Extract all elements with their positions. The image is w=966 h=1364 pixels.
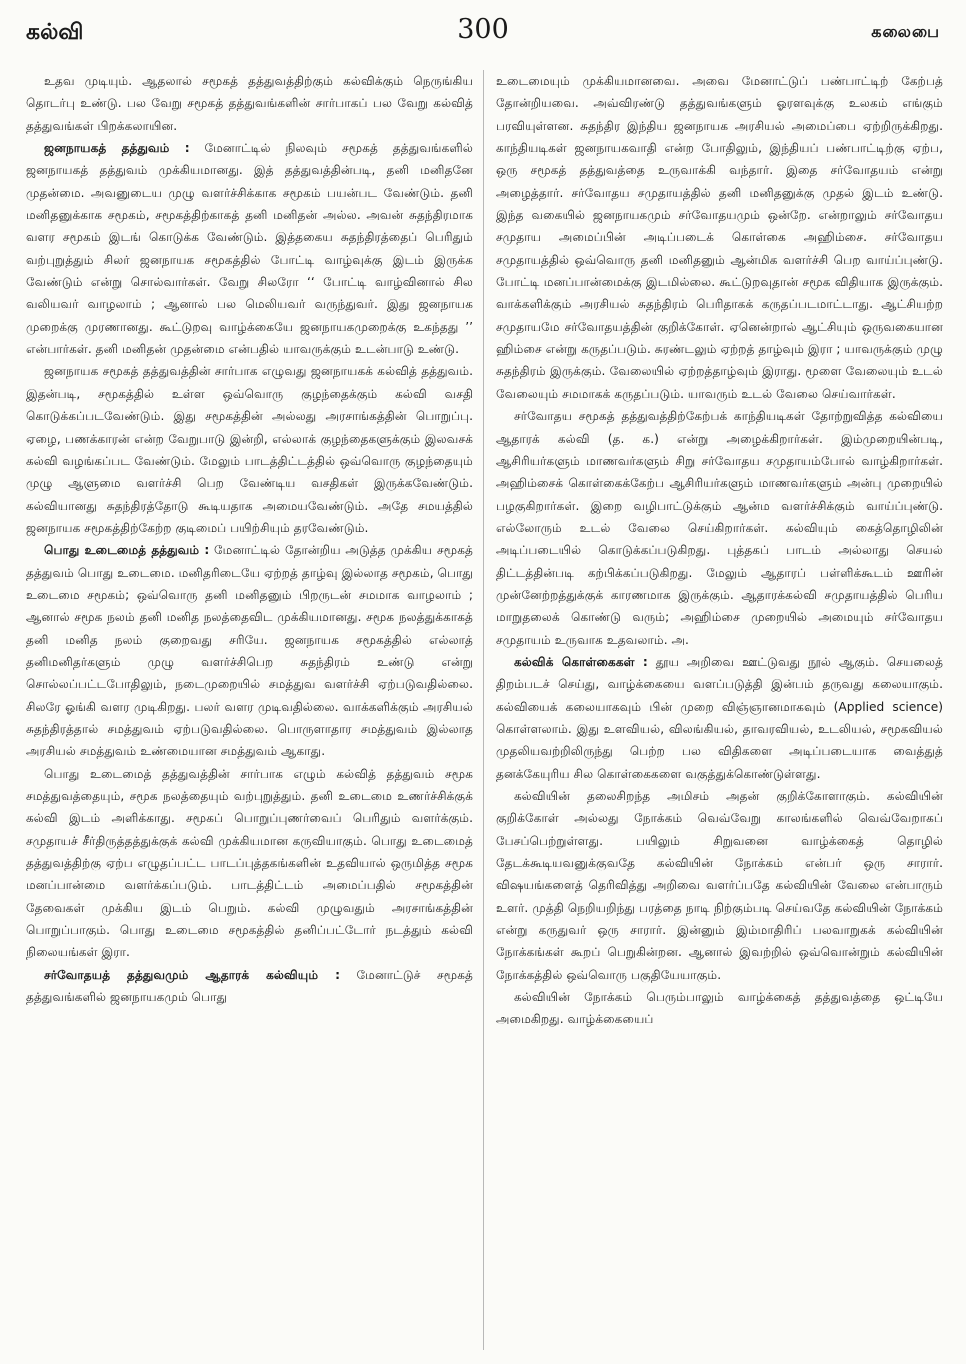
page-number: 300 bbox=[457, 14, 509, 45]
paragraph bbox=[26, 137, 473, 360]
paragraph bbox=[496, 70, 943, 405]
paragraph-text: தூய அறிவை ஊட்டுவது நூல் ஆகும். செயலைத் திறம்படச் செய்து, வாழ்க்கையை வளப்படுத்தி இன்பம் தருவது கலையாகும். கல்வியைக் கலையாகவும் பின் முறை விஞ்ஞானமாகவும் (Applied science) கொள்ளலாம். இது உளவியல், விலங்கியல், தாவரவியல், உடலியல், சமூகவியல் முதலியவற்றிலிருந்து பெற்ற பல விதிகளை அடிப்படையாக வைத்துத் தனக்கேயுரிய சில கொள்கைகளை வகுத்துக்கொண்டுள்ளது. bbox=[496, 654, 943, 781]
paragraph-text: கல்வியின் நோக்கம் பெரும்பாலும் வாழ்க்கைத் தத்துவத்தை ஒட்டியே அமைகிறது. வாழ்க்கையைப் bbox=[496, 990, 943, 1027]
paragraph bbox=[26, 70, 473, 137]
paragraph-heading: பொது உடைமைத் தத்துவம் : bbox=[44, 543, 210, 558]
paragraph bbox=[26, 964, 473, 1009]
paragraph-text: சர்வோதய சமூகத் தத்துவத்திற்கேற்பக் காந்தியடிகள் தோற்றுவித்த கல்வியை ஆதாரக் கல்வி (த. க.) என்று அழைக்கிறார்கள். இம்முறையின்படி, ஆசிரியர்களும் மாணவர்களும் சிறு சர்வோதய சமுதாயம்போல் வாழ்கிறார்கள். அஹிம்சைக் கொள்கைக்கேற்ப ஆசிரியர்களும் மாணவர்களும் அன்பு முறையில் பழகுகிறார்கள். இறை வழிபாட்டுக்கும் ஆன்ம வளர்ச்சிக்கும் வாய்ப்புண்டு. எல்லோரும் உடல் வேலை செய்கிறார்கள். கல்வியும் கைத்தொழிலின் அடிப்படையில் கொடுக்கப்படுகிறது. புத்தகப் பாடம் அல்லாது செயல் திட்டத்தின்படி கற்பிக்கப்படுகிறது. மேலும் ஆதாரப் பள்ளிக்கூடம் ஊரின் முன்னேற்றத்துக்குக் காரணமாக இருக்கும். ஆதாரக்கல்வி சமுதாயத்தில் பெரிய மாறுதலைக் கொண்டு வரும்; அஹிம்சை முறையில் அமையும் சர்வோதய சமுதாயம் உருவாக உதவலாம். அ. bbox=[496, 409, 943, 647]
paragraph bbox=[26, 360, 473, 539]
paragraph bbox=[26, 763, 473, 964]
paragraph bbox=[496, 405, 943, 651]
paragraph-text: மேனாட்டில் நிலவும் சமூகத் தத்துவங்களில் ஜனநாயகத் தத்துவம் முக்கியமானது. இத் தத்துவத்தின்படி, தனி மனிதனே முதன்மை. அவனுடைய முழு வளர்ச்சிக்காக சமூகம் பயன்பட வேண்டும். தனி மனிதனுக்காக சமூகம், சமூகத்திற்காகத் தனி மனிதன் அல்ல. அவன் சுதந்திரமாக வளர சமூகம் இடங் கொடுக்க வேண்டும். இத்தகைய சுதந்திரத்தைப் பெரிதும் வற்புறுத்தும் சிலர் ஜனநாயக சமூகத்தில் போட்டி வாழ்வுக்கு இடம் இருக்க வேண்டும் என்று சொல்வார்கள். வேறு சிலரோ ‘‘ போட்டி வாழ்வினால் சில வலியவர் வாழலாம் ; ஆனால் பல மெலியவர் வருந்துவர். இது ஜனநாயக முறைக்கு முரணானது. கூட்டுறவு வாழ்க்கையே ஜனநாயகமுறைக்கு உகந்தது ’’ என்பார்கள். தனி மனிதன் முதன்மை என்பதில் யாவருக்கும் உடன்பாடு உண்டு. bbox=[26, 141, 473, 357]
paragraph-heading: சர்வோதயத் தத்துவமும் ஆதாரக் கல்வியும் : bbox=[44, 967, 340, 982]
paragraph-text: மேனாட்டில் தோன்றிய அடுத்த முக்கிய சமூகத் தத்துவம் பொது உடைமை. மனிதரிடையே ஏற்றத் தாழ்வு இல்லாத சமூகம், பொது உடைமை சமூகம்; ஒவ்வொரு தனி மனிதனும் பிறருடன் சமமாக வாழலாம் ; ஆனால் சமூக நலம் தனி மனித நலத்தைவிட முக்கியமானது. சமூக நலத்துக்காகத் தனி மனித நலம் குறைவது சரியே. ஜனநாயக சமூகத்தில் எல்லாத் தனிமனிதர்களும் முழு வளர்ச்சிபெற சுதந்திரம் உண்டு என்று சொல்லப்பட்டபோதிலும், நடைமுறையில் சமத்துவ வளர்ச்சி ஏற்படுவதில்லை. சிலரே ஓங்கி வளர முடிகிறது. பலர் வளர முடிவதில்லை. வாக்களிக்கும் அரசியல் சுதந்திரத்தால் சமத்துவம் ஏற்படுவதில்லை. பொருளாதார சமத்துவம் இல்லாத அரசியல் சமத்துவம் உண்மையான சமத்துவம் ஆகாது. bbox=[26, 543, 473, 759]
paragraph-text: ஜனநாயக சமூகத் தத்துவத்தின் சார்பாக எழுவது ஜனநாயகக் கல்வித் தத்துவம். இதன்படி, சமூகத்தில் உள்ள ஒவ்வொரு குழந்தைக்கும் கல்வி வசதி கொடுக்கப்படவேண்டும். இது சமூகத்தின் அல்லது அரசாங்கத்தின் பொறுப்பு. ஏழை, பணக்காரன் என்ற வேறுபாடு இன்றி, எல்லாக் குழந்தைகளுக்கும் இலவசக் கல்வி வழங்கப்பட வேண்டும். மேலும் பாடத்திட்டத்தில் ஒவ்வொரு குழந்தையும் முழு ஆளுமை வளர்ச்சி பெற வேண்டிய வசதிகள் இருக்கவேண்டும். கல்வியானது சுதந்திரத்தோடு கூடியதாக அமையவேண்டும். அதே சமயத்தில் ஜனநாயக சமூகத்திற்கேற்ற குடிமைப் பயிற்சியும் தரவேண்டும். bbox=[26, 364, 473, 535]
paragraph-text: கல்வியின் தலைசிறந்த அமிசம் அதன் குறிக்கோளாகும். கல்வியின் குறிக்கோள் அல்லது நோக்கம் வெவ்வேறு காலங்களில் வெவ்வேறாகப் பேசப்பெற்றுள்ளது. பயிலும் சிறுவனை வாழ்க்கைத் தொழில் தேடக்கூடியவனுக்குவதே கல்வியின் நோக்கம் என்பர் ஒரு சாரார். விஷயங்களைத் தெரிவித்து அறிவை வளர்ப்பதே கல்வியின் வேலை என்பாரும் உளர். முத்தி நெறியறிந்து பரத்தை நாடி நிற்கும்படி செய்வதே கல்வியின் நோக்கம் என்று கருதுவர் ஒரு சாரார். இன்னும் இம்மாதிரிப் பலவாறுகக் கல்வியின் நோக்கங்கள் கூறப் பெறுகின்றன. ஆனால் இவற்றில் ஒவ்வொன்றும் கல்வியின் நோக்கத்தில் ஒவ்வொரு பகுதியேயாகும். bbox=[496, 789, 943, 982]
paragraph-text: உதவ முடியும். ஆதலால் சமூகத் தத்துவத்திற்கும் கல்விக்கும் நெருங்கிய தொடர்பு உண்டு. பல வேறு சமூகத் தத்துவங்களின் சார்பாகப் பல வேறு கல்வித் தத்துவங்கள் பிறக்கலாயின. bbox=[26, 74, 473, 133]
paragraph bbox=[496, 785, 943, 986]
page-header bbox=[26, 14, 940, 60]
paragraph bbox=[26, 539, 473, 762]
left-column bbox=[26, 70, 473, 1354]
running-head: கல்வி bbox=[26, 20, 84, 45]
section-mark: கலைபை bbox=[871, 22, 940, 41]
paragraph-text: உடைமையும் முக்கியமானவை. அவை மேனாட்டுப் பண்பாட்டிற் கேற்பத் தோன்றியவை. அவ்விரண்டு தத்துவங்களும் ஓரளவுக்கு உலகம் எங்கும் பரவியுள்ளன. சுதந்திர இந்திய ஜனநாயக அரசியல் அமைப்பை ஏற்றிருக்கிறது. காந்தியடிகள் ஜனநாயகவாதி என்ற போதிலும், இந்தியப் பண்பாட்டிற்கு ஏற்ப, ஒரு சமூகத் தத்துவத்தை உருவாக்கி வந்தார். இதை சர்வோதயம் என்று அழைத்தார். சர்வோதய சமுதாயத்தில் தனி மனிதனுக்கு முதல் இடம் உண்டு. இந்த வகையில் ஜனநாயகமும் சர்வோதயமும் ஒன்றே. என்றாலும் சர்வோதய சமுதாய அமைப்பின் அடிப்படைக் கொள்கை அஹிம்சை. சர்வோதய சமுதாயத்தில் ஒவ்வொரு தனி மனிதனும் ஆன்மிக வளர்ச்சி பெற வாய்ப்புண்டு. போட்டி மனப்பான்மைக்கு இடமில்லை. கூட்டுறவுதான் சமூக விதியாக இருக்கும். வாக்களிக்கும் அரசியல் சுதந்திரம் பெரிதாகக் கருதப்படமாட்டாது. ஆட்சியற்ற சமுதாயமே சர்வோதயத்தின் குறிக்கோள். ஏனென்றால் ஆட்சியும் ஒருவகையான ஹிம்சை என்று கருதப்படும். சுரண்டலும் ஏற்றத் தாழ்வும் இரா ; யாவருக்கும் முழு சுதந்திரம் இருக்கும். வேலையில் ஏற்றத்தாழ்வும் இராது. மூளை வேலையும் உடல் வேலையும் சமமாகக் கருதப்படும். யாவரும் உடல் வேலை செய்வார்கள். bbox=[496, 74, 943, 401]
paragraph-text: மேனாட்டுச் சமூகத் தத்துவங்களில் ஜனநாயகமும் பொது bbox=[26, 967, 473, 1005]
paragraph bbox=[496, 651, 943, 785]
paragraph-heading: கல்விக் கொள்கைகள் : bbox=[514, 654, 648, 669]
paragraph-text: பொது உடைமைத் தத்துவத்தின் சார்பாக எழும் கல்வித் தத்துவம் சமூக சமத்துவத்தையும், சமூக நலத்தையும் வற்புறுத்தும். தனி உடைமை உணர்ச்சிக்குக் கல்வி இடம் அளிக்காது. சமூகப் பொறுப்புணர்வைப் பெரிதும் வளர்க்கும். சமுதாயச் சீர்திருத்தத்துக்குக் கல்வி முக்கியமான கருவியாகும். பொது உடைமைத் தத்துவத்திற்கு ஏற்ப எழுதப்பட்ட பாடப்புத்தகங்களின் உதவியால் ஒருமித்த சமூக மனப்பான்மை வளர்க்கப்படும். பாடத்திட்டம் அமைப்பதில் சமூகத்தின் தேவைகள் முக்கிய இடம் பெறும். கல்வி முழுவதும் அரசாங்கத்தின் பொறுப்பாகும். பொது உடைமை சமூகத்தில் தனிப்பட்டோர் நடத்தும் கல்வி நிலையங்கள் இரா. bbox=[26, 766, 473, 960]
paragraph bbox=[496, 986, 943, 1031]
right-column bbox=[496, 70, 943, 1354]
column-divider bbox=[483, 70, 484, 1350]
paragraph-heading: ஜனநாயகத் தத்துவம் : bbox=[44, 141, 190, 156]
